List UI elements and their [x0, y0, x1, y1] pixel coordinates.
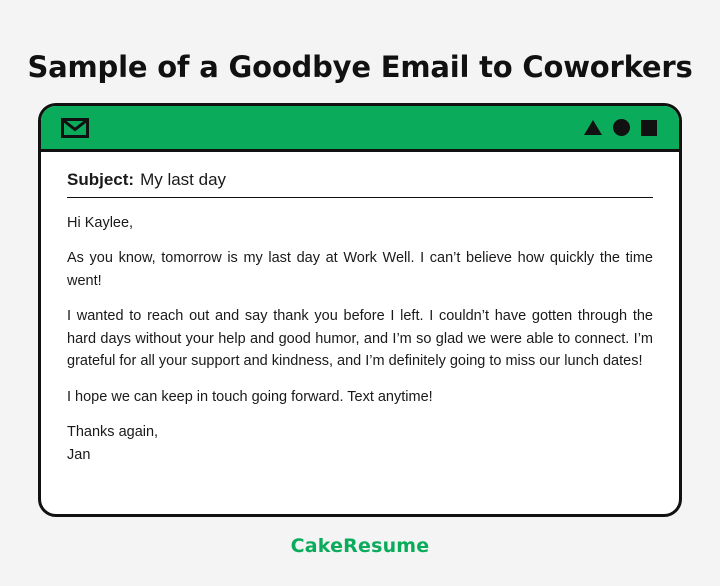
subject-row [67, 170, 653, 198]
email-message [67, 212, 653, 466]
subject-value: My last day [140, 170, 227, 189]
greeting-paragraph: Hi Kaylee, [67, 215, 134, 231]
envelope-icon [61, 118, 89, 138]
page-canvas [14, 10, 706, 576]
paragraph-2: I wanted to reach out and say thank you before I left. I couldn’t have gotten through the hard days without your help and good humor, and I’m so glad we were able to connect. I’m grateful for all your support and kindness, and I’m definitely going to miss our lunch dates! [67, 308, 653, 370]
circle-icon[interactable] [613, 119, 630, 136]
email-window-titlebar [41, 106, 679, 152]
paragraph-3: I hope we can keep in touch going forward. Text anytime! [67, 388, 433, 405]
square-icon[interactable] [641, 120, 657, 136]
subject-label: Subject: [67, 170, 135, 189]
page-title: Sample of a Goodbye Email to Coworkers [27, 50, 693, 84]
paragraph-1: As you know, tomorrow is my last day at Work Well. I can’t believe how quickly the time went! [67, 250, 653, 289]
signature: Jan [67, 446, 91, 463]
triangle-icon[interactable] [584, 120, 602, 135]
window-controls [584, 119, 657, 136]
closing-line: Thanks again, [67, 424, 159, 441]
email-card [38, 103, 682, 517]
brand-logo: CakeResume [290, 535, 430, 557]
email-body [41, 152, 679, 466]
